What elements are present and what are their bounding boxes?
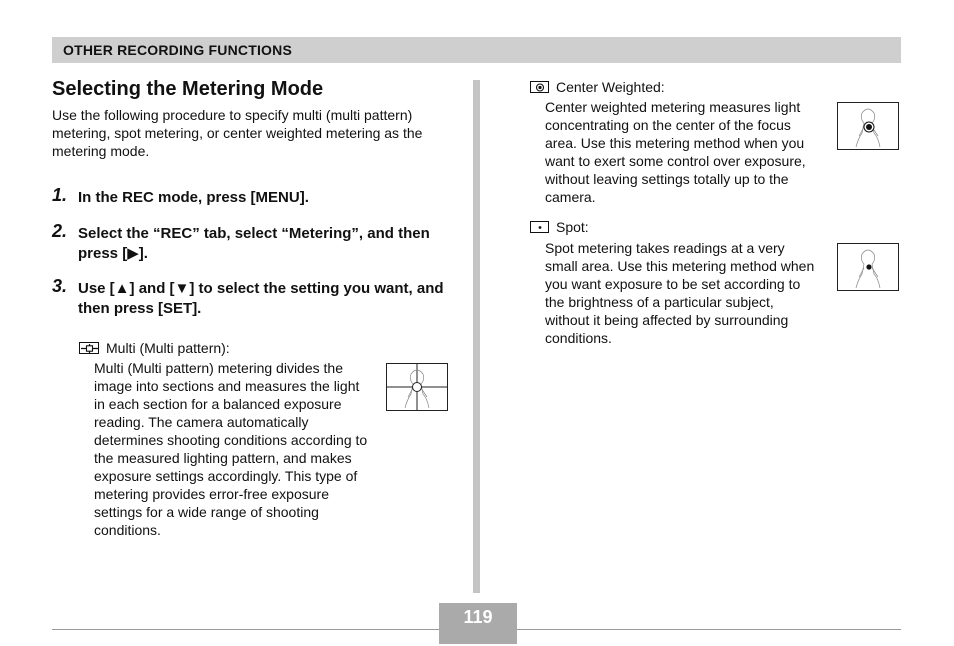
step-number: 2.: [52, 221, 68, 241]
step-3: [52, 276, 452, 319]
center-mode-label-row: [530, 78, 665, 96]
intro-paragraph: Use the following procedure to specify multi (multi pattern) metering, spot metering, or center weighted metering as the metering mode.: [52, 107, 423, 159]
multi-mode-label: Multi (Multi pattern):: [106, 340, 230, 356]
page-number-tab: [439, 630, 517, 644]
step-number: 1.: [52, 185, 68, 205]
step-text: Select the “REC” tab, select “Metering”, and then press [▶].: [78, 225, 430, 262]
page-number: 119: [439, 603, 517, 630]
step-number: 3.: [52, 276, 68, 296]
column-divider: [473, 80, 480, 593]
multi-mode-description: Multi (Multi pattern) metering divides the image into sections and measures the light in each section for a balanced exposure reading. The camera automatically determines shooting conditions according to the measured lighting pattern, and makes exposure settings accordingly. This type of metering provides error-free exposure settings for a wide range of shooting conditions.: [94, 360, 368, 538]
center-weighted-metering-icon: [530, 81, 549, 93]
step-text: In the REC mode, press [MENU].: [78, 189, 309, 206]
center-mode-label: Center Weighted:: [556, 79, 665, 95]
page-title: Selecting the Metering Mode: [52, 78, 324, 100]
spot-mode-description: Spot metering takes readings at a very small area. Use this metering method when you want exposure to be set according to the brightness of a particular subject, without it being affected by surrounding conditions.: [545, 240, 815, 346]
spot-metering-illustration: [837, 243, 899, 291]
spot-mode-label-row: [530, 218, 589, 236]
section-header-label: OTHER RECORDING FUNCTIONS: [63, 42, 292, 58]
step-2: [52, 221, 452, 264]
spot-metering-icon: [530, 221, 549, 233]
spot-mode-label: Spot:: [556, 219, 589, 235]
step-text: Use [▲] and [▼] to select the setting you want, and then press [SET].: [78, 280, 444, 317]
multi-pattern-illustration: [386, 363, 448, 411]
section-header: [52, 37, 901, 63]
center-weighted-illustration: [837, 102, 899, 150]
page-number-box: [439, 603, 517, 644]
multi-pattern-metering-icon: [79, 342, 99, 354]
multi-mode-label-row: [79, 339, 230, 357]
center-mode-description: Center weighted metering measures light concentrating on the center of the focus area. Use this metering method when you want to exert some control over exposure, without leaving settings totally up to the camera.: [545, 99, 806, 205]
step-1: [52, 185, 452, 208]
